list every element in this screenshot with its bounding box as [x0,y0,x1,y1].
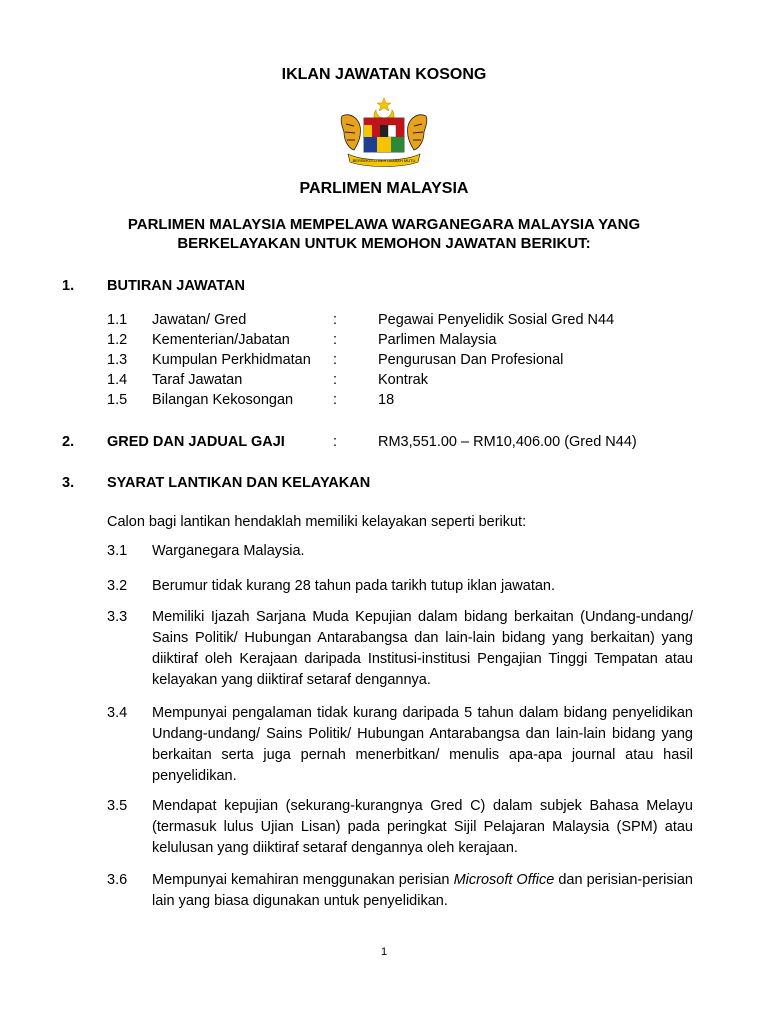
detail-value: Pengurusan Dan Profesional [378,352,564,368]
organisation-name: PARLIMEN MALAYSIA [299,180,469,197]
requirement-text: Mempunyai pengalaman tidak kurang daripada 5 tahun dalam bidang penyelidikan Undang-undang/ Sains Politik/ Hubungan Antarabangsa dan lain-lain bidang yang berkaitan serta juga pernah menerbitkan/ menulis apa-apa journal atau hasil penyelidikan. [152,705,693,784]
detail-value: 18 [378,392,395,408]
detail-number: 1.2 [107,332,128,348]
detail-label: Bilangan Kekosongan [152,392,294,408]
section-1-heading: BUTIRAN JAWATAN [107,278,246,294]
requirement-number: 3.2 [107,578,128,594]
requirement-number: 3.1 [107,543,128,559]
section-1-number: 1. [62,278,75,294]
detail-label: Kumpulan Perkhidmatan [152,352,311,368]
software-name: Microsoft Office [453,872,555,888]
requirement-text: Berumur tidak kurang 28 tahun pada tarikh tutup iklan jawatan. [152,578,556,594]
requirement-text-part: dan perisian-perisian lain yang biasa digunakan untuk penyelidikan. [152,872,694,909]
invitation-line-1: PARLIMEN MALAYSIA MEMPELAWA WARGANEGARA MALAYSIA YANG [127,216,641,233]
detail-value: Pegawai Penyelidik Sosial Gred N44 [378,312,615,328]
detail-number: 1.1 [107,312,128,328]
crest-motto: BERSEKUTU BERTAMBAH MUTU [352,158,416,163]
detail-number: 1.4 [107,372,128,388]
detail-label: Kementerian/Jabatan [152,332,290,348]
coat-of-arms-icon [334,96,434,168]
salary-separator: : [333,434,338,450]
detail-number: 1.3 [107,352,128,368]
detail-label: Taraf Jawatan [152,372,243,388]
salary-range: RM3,551.00 – RM10,406.00 (Gred N44) [378,434,637,450]
requirement-number: 3.6 [107,872,128,888]
detail-label: Jawatan/ Gred [152,312,247,328]
detail-separator: : [333,352,338,368]
page-title: IKLAN JAWATAN KOSONG [281,66,487,83]
section-2-number: 2. [62,434,75,450]
requirement-text: Warganegara Malaysia. [152,543,305,559]
detail-separator: : [333,332,338,348]
detail-separator: : [333,392,338,408]
invitation-line-2: BERKELAYAKAN UNTUK MEMOHON JAWATAN BERIKUT: [177,235,591,252]
detail-separator: : [333,372,338,388]
requirement-number: 3.4 [107,705,128,721]
section-2-heading: GRED DAN JADUAL GAJI [107,434,285,450]
section-3-number: 3. [62,475,75,491]
requirement-number: 3.5 [107,798,128,814]
section-3-heading: SYARAT LANTIKAN DAN KELAYAKAN [107,475,371,491]
detail-separator: : [333,312,338,328]
requirement-text [152,870,693,912]
requirement-text: Memiliki Ijazah Sarjana Muda Kepujian dalam bidang berkaitan (Undang-undang/ Sains Politik/ Hubungan Antarabangsa dan lain-lain bidang yang berkaitan) yang diiktiraf oleh Kerajaan daripada Institusi-institusi Pengajian Tinggi Tempatan atau kelayakan yang diiktiraf setaraf dengannya. [152,609,693,688]
detail-value: Parlimen Malaysia [378,332,497,348]
page-number: 1 [380,946,388,958]
detail-number: 1.5 [107,392,128,408]
requirement-text-part: Mempunyai kemahiran menggunakan perisian [152,872,454,888]
detail-value: Kontrak [378,372,428,388]
requirements-intro: Calon bagi lantikan hendaklah memiliki kelayakan seperti berikut: [107,514,527,530]
requirement-text: Mendapat kepujian (sekurang-kurangnya Gred C) dalam subjek Bahasa Melayu (termasuk lulus Ujian Lisan) pada peringkat Sijil Pelajaran Malaysia (SPM) atau kelulusan yang diiktiraf setaraf dengannya oleh kerajaan. [152,798,693,856]
requirement-number: 3.3 [107,609,128,625]
